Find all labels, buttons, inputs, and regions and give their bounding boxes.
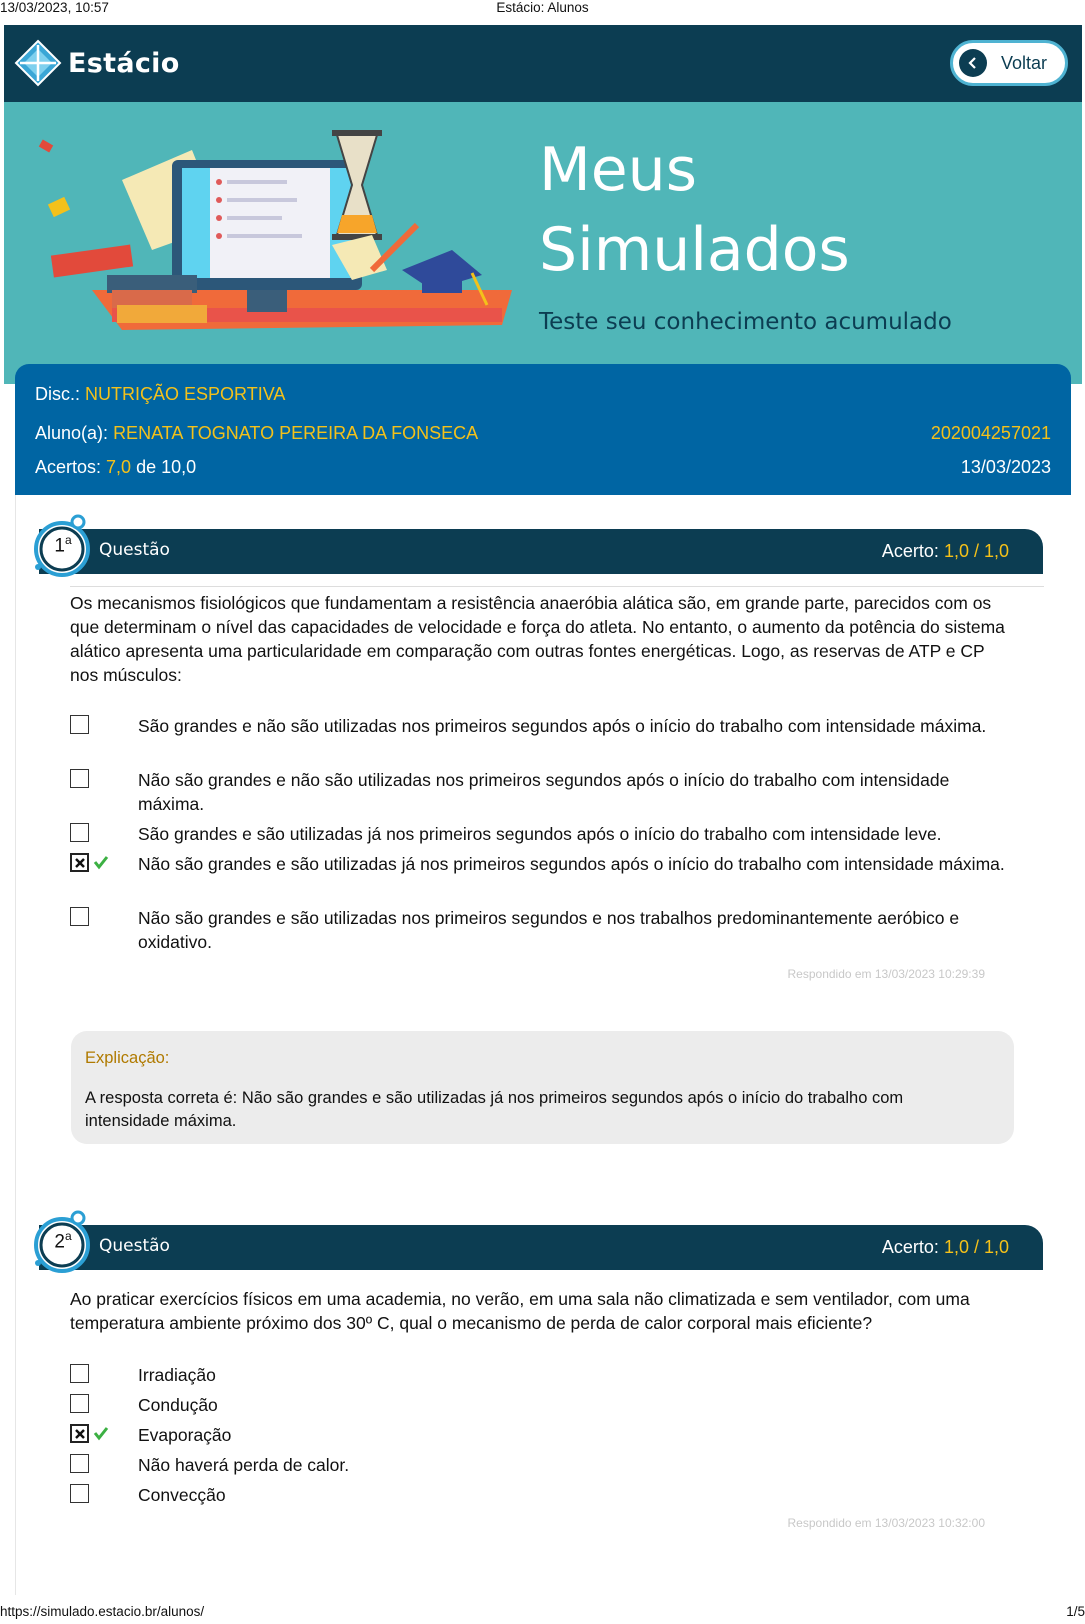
option-text: Não haverá perda de calor. bbox=[138, 1455, 350, 1475]
answered-timestamp: Respondido em 13/03/2023 10:32:00 bbox=[787, 1516, 985, 1530]
hits-total: de 10,0 bbox=[136, 457, 197, 477]
checkbox-icon[interactable] bbox=[70, 907, 89, 926]
answered-timestamp: Respondido em 13/03/2023 10:29:39 bbox=[787, 967, 985, 981]
divider bbox=[70, 586, 1044, 587]
hits-row bbox=[35, 457, 1051, 483]
hits-value: 7,0 bbox=[106, 457, 132, 477]
check-icon bbox=[92, 853, 110, 871]
student-row bbox=[35, 423, 1051, 449]
option-text: Não são grandes e são utilizadas nos primeiros segundos e nos trabalhos predominantemente aeróbico e oxidativo. bbox=[138, 908, 960, 952]
page-title-line2: Simulados bbox=[539, 215, 850, 285]
hits-label: Acertos: bbox=[35, 457, 102, 477]
discipline-value: NUTRIÇÃO ESPORTIVA bbox=[85, 384, 286, 404]
question-number: 2$^a$ bbox=[54, 1229, 72, 1253]
question-label: Questão bbox=[99, 540, 170, 560]
score-value: 1,0 / 1,0 bbox=[943, 541, 1009, 561]
option-text: São grandes e são utilizadas já nos primeiros segundos após o início do trabalho com intensidade leve. bbox=[138, 824, 942, 844]
question-score bbox=[882, 541, 1009, 562]
hero-banner bbox=[4, 102, 1082, 384]
page-subtitle: Teste seu conhecimento acumulado bbox=[539, 309, 952, 335]
discipline-label: Disc.: bbox=[35, 384, 80, 404]
logo[interactable] bbox=[14, 39, 180, 87]
exam-info-panel bbox=[15, 364, 1071, 495]
back-button[interactable] bbox=[950, 40, 1068, 86]
checkbox-icon[interactable] bbox=[70, 769, 89, 788]
print-footer bbox=[0, 1604, 1085, 1622]
print-url: https://simulado.estacio.br/alunos/ bbox=[0, 1604, 205, 1619]
student-label: Aluno(a): bbox=[35, 423, 109, 443]
explanation-title: Explicação: bbox=[85, 1049, 170, 1067]
score-value: 1,0 / 1,0 bbox=[943, 1237, 1009, 1257]
chevron-left-icon bbox=[959, 49, 987, 77]
question-text: Ao praticar exercícios físicos em uma academia, no verão, em uma sala não climatizada e sem ventilador, com uma temperatura ambiente próximo dos 30º C, qual o mecanismo de perda de calor corporal mais eficiente? bbox=[70, 1289, 970, 1333]
checkbox-icon[interactable] bbox=[70, 1484, 89, 1503]
option-text: Não são grandes e não são utilizadas nos primeiros segundos após o início do trabalho com intensidade máxima. bbox=[138, 770, 950, 814]
question-number-badge bbox=[30, 1209, 94, 1273]
print-page-number: 1/5 bbox=[1066, 1604, 1085, 1619]
checkbox-icon[interactable] bbox=[70, 1454, 89, 1473]
content-border bbox=[15, 495, 16, 1595]
exam-date: 13/03/2023 bbox=[960, 457, 1051, 477]
question-number-badge bbox=[30, 513, 94, 577]
check-icon bbox=[92, 1424, 110, 1442]
student-name: RENATA TOGNATO PEREIRA DA FONSECA bbox=[113, 423, 479, 443]
logo-text: Estácio bbox=[68, 47, 180, 79]
checkbox-icon[interactable] bbox=[70, 1364, 89, 1383]
question-score bbox=[882, 1237, 1009, 1258]
question-header bbox=[39, 529, 1043, 574]
back-button-label: Voltar bbox=[1001, 52, 1048, 73]
explanation-text: A resposta correta é: Não são grandes e são utilizadas já nos primeiros segundos após o início do trabalho com intensidade máxima. bbox=[85, 1089, 904, 1130]
print-header bbox=[0, 0, 1085, 18]
page-title bbox=[539, 130, 850, 290]
discipline-row bbox=[35, 384, 1051, 410]
score-label: Acerto: bbox=[881, 1237, 939, 1257]
option-text: São grandes e não são utilizadas nos primeiros segundos após o início do trabalho com intensidade máxima. bbox=[138, 716, 987, 736]
checkbox-checked-icon[interactable] bbox=[70, 1424, 89, 1443]
option-text: Não são grandes e são utilizadas já nos primeiros segundos após o início do trabalho com intensidade máxima. bbox=[138, 854, 1005, 874]
student-id: 202004257021 bbox=[930, 423, 1051, 443]
checkbox-icon[interactable] bbox=[70, 715, 89, 734]
option-text: Convecção bbox=[138, 1485, 226, 1505]
question-text: Os mecanismos fisiológicos que fundamentam a resistência anaeróbia alática são, em grande parte, parecidos com os que determinam o nível das capacidades de velocidade e força do atleta. No entanto, o aumento da potência do sistema alático apresenta uma particularidade em comparação com outras fontes energéticas. Logo, as reservas de ATP e CP nos músculos: bbox=[70, 593, 1005, 685]
checkbox-icon[interactable] bbox=[70, 823, 89, 842]
study-illustration bbox=[32, 130, 522, 345]
print-title: Estácio: Alunos bbox=[496, 0, 589, 15]
checkbox-icon[interactable] bbox=[70, 1394, 89, 1413]
option-text: Condução bbox=[138, 1395, 218, 1415]
page-title-line1: Meus bbox=[539, 135, 697, 205]
explanation-box bbox=[71, 1031, 1014, 1144]
score-label: Acerto: bbox=[881, 541, 939, 561]
logo-icon bbox=[14, 39, 62, 87]
print-datetime: 13/03/2023, 10:57 bbox=[0, 0, 109, 15]
question-header bbox=[39, 1225, 1043, 1270]
checkbox-checked-icon[interactable] bbox=[70, 853, 89, 872]
question-label: Questão bbox=[99, 1236, 170, 1256]
question-number: 1$^a$ bbox=[54, 533, 72, 557]
option-text: Irradiação bbox=[138, 1365, 216, 1385]
top-bar bbox=[4, 25, 1082, 102]
option-text: Evaporação bbox=[138, 1425, 232, 1445]
